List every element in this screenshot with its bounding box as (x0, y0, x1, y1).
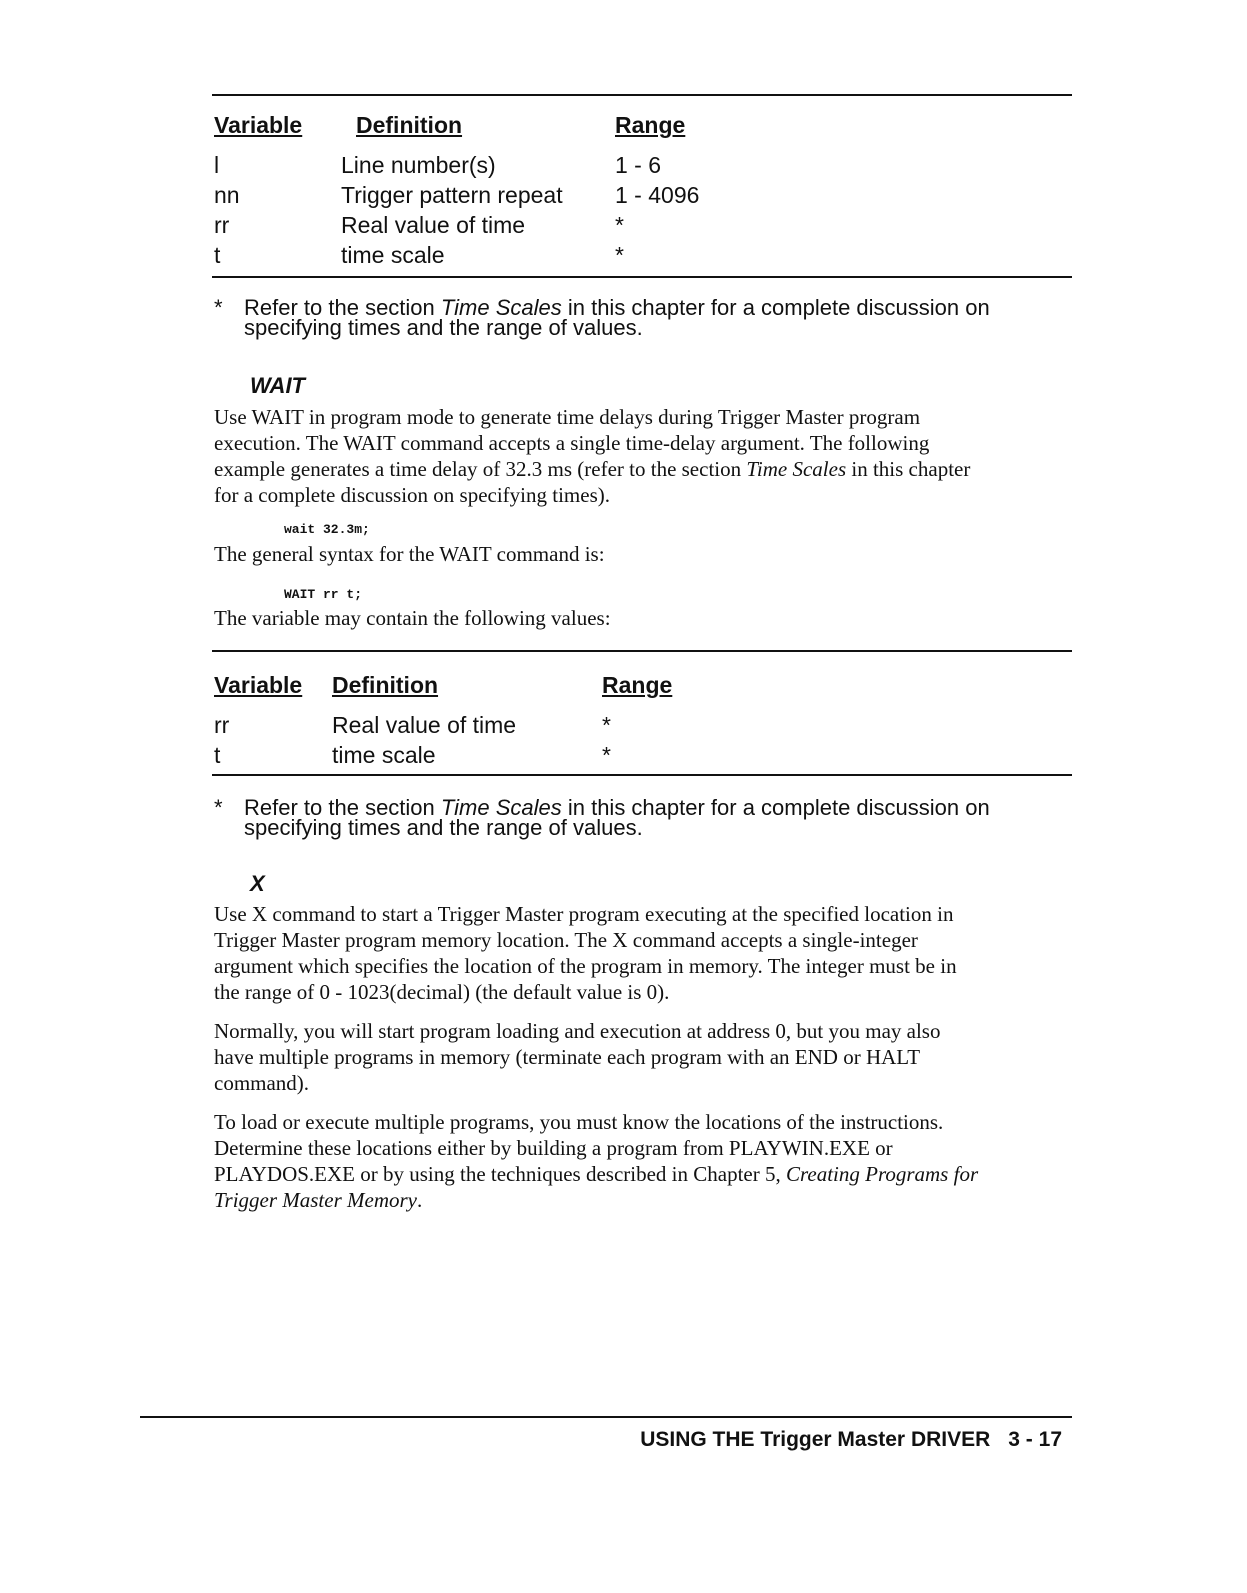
note2-text-pre: Refer to the section (244, 795, 441, 820)
note1-asterisk: * (214, 295, 223, 320)
x-p3-line4-italic: Trigger Master Memory (214, 1188, 417, 1212)
wait-p1-line2: execution. The WAIT command accepts a single time-delay argument. The following (214, 431, 930, 455)
x-paragraph-2 (214, 1018, 1074, 1096)
wait-paragraph-2: The general syntax for the WAIT command is: (214, 542, 605, 566)
table1-row4-range: * (615, 242, 624, 268)
footer-title: USING THE Trigger Master DRIVER (640, 1428, 991, 1451)
table2-row1-variable: rr (214, 712, 230, 738)
x-p3-line3-pre: PLAYDOS.EXE or by using the techniques described in Chapter 5, (214, 1162, 786, 1186)
x-p3-line3-italic: Creating Programs for (785, 1162, 979, 1186)
footer-rule (140, 1416, 1072, 1418)
x-p2-line1: Normally, you will start program loading and execution at address 0, but you may also (214, 1019, 941, 1043)
table1-header-variable: Variable (214, 112, 303, 138)
table1-row3-range: * (615, 212, 624, 238)
table2-row1-range: * (602, 712, 611, 738)
x-p2-line3: command). (214, 1071, 310, 1095)
table1-row3-variable: rr (214, 212, 230, 238)
x-paragraph-1 (214, 901, 1074, 1005)
table1-row2-definition: Trigger pattern repeat (341, 182, 563, 208)
table2-header-variable: Variable (214, 672, 303, 698)
wait-p1-line3-post: in this chapter (846, 457, 971, 481)
table1-row1-variable: l (214, 152, 220, 178)
table2-row2-definition: time scale (332, 742, 436, 768)
table1-row4-variable: t (214, 242, 221, 268)
note2-line2: specifying times and the range of values. (244, 815, 643, 840)
note1-text-post: in this chapter for a complete discussion on (561, 295, 990, 320)
x-p1-line4: the range of 0 - 1023(decimal) (the default value is 0). (214, 980, 670, 1004)
wait-heading: WAIT (250, 373, 305, 398)
x-p2-line2: have multiple programs in memory (terminate each program with an END or HALT (214, 1045, 921, 1069)
table1-bottom-rule (212, 276, 1072, 278)
x-p3-line1: To load or execute multiple programs, you must know the locations of the instructions. (214, 1110, 944, 1134)
wait-p1-line3-italic: Time Scales (746, 457, 847, 481)
wait-code-syntax: WAIT rr t; (284, 587, 363, 602)
x-paragraph-3 (214, 1109, 1074, 1213)
x-p3-line2: Determine these locations either by building a program from PLAYWIN.EXE or (214, 1136, 893, 1160)
note2-text-post: in this chapter for a complete discussion on (561, 795, 990, 820)
note2-asterisk: * (214, 795, 223, 820)
table1-top-rule (212, 94, 1072, 96)
table1-row1-range: 1 - 6 (615, 152, 662, 178)
x-heading: X (250, 871, 265, 896)
note2-text-italic: Time Scales (440, 795, 562, 820)
wait-p1-line3-pre: example generates a time delay of 32.3 ms (refer to the section (214, 457, 747, 481)
table1-row2-variable: nn (214, 182, 240, 208)
wait-code-example: wait 32.3m; (284, 522, 370, 537)
table2-header-definition: Definition (332, 672, 439, 698)
table2-header-range: Range (602, 672, 673, 698)
wait-p1-line1: Use WAIT in program mode to generate time delays during Trigger Master program (214, 405, 921, 429)
table2-bottom-rule (212, 774, 1072, 776)
table1-header-definition: Definition (356, 112, 463, 138)
page-number: 3 - 17 (1008, 1428, 1062, 1451)
note1-text-italic: Time Scales (440, 295, 562, 320)
running-footer (640, 1428, 1062, 1452)
wait-paragraph-1 (214, 404, 1074, 508)
table1-row1-definition: Line number(s) (341, 152, 496, 178)
wait-p1-line4: for a complete discussion on specifying times). (214, 483, 610, 507)
x-p1-line1: Use X command to start a Trigger Master program executing at the specified location in (214, 902, 954, 926)
x-p1-line2: Trigger Master program memory location. The X command accepts a single-integer (214, 928, 918, 952)
table2-row2-variable: t (214, 742, 221, 768)
table1-header-range: Range (615, 112, 686, 138)
table1-row2-range: 1 - 4096 (615, 182, 700, 208)
table2-row2-range: * (602, 742, 611, 768)
wait-paragraph-3: The variable may contain the following values: (214, 606, 611, 630)
table1-row4-definition: time scale (341, 242, 445, 268)
x-p3-line4-post: . (417, 1188, 423, 1212)
note1-text-pre: Refer to the section (244, 295, 441, 320)
table2-row1-definition: Real value of time (332, 712, 517, 738)
note1-line2: specifying times and the range of values. (244, 315, 643, 340)
table2-top-rule (212, 650, 1072, 652)
table1-row3-definition: Real value of time (341, 212, 526, 238)
x-p1-line3: argument which specifies the location of the program in memory. The integer must be in (214, 954, 957, 978)
